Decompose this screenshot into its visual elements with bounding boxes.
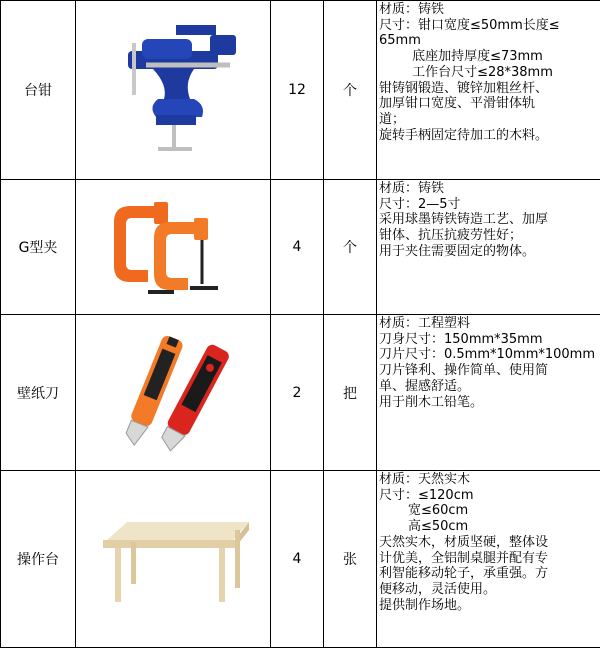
item-description (377, 1, 600, 180)
utility-knife-icon (113, 328, 233, 458)
desc-line: 加厚钳口宽度、平滑钳体轨 (379, 96, 600, 112)
item-name: 台钳 (1, 1, 76, 180)
wooden-table-icon (93, 514, 253, 604)
item-quantity: 12 (271, 1, 324, 180)
desc-line: 采用球墨铸铁铸造工艺、加厚 (379, 212, 600, 228)
desc-line: 尺寸：2—5寸 (379, 197, 600, 213)
item-unit: 把 (324, 315, 377, 471)
desc-line: 材质：铸铁 (379, 181, 600, 197)
desc-line: 便移动，灵活使用。 (379, 582, 600, 598)
desc-line: 道； (379, 112, 600, 128)
item-quantity: 4 (271, 180, 324, 315)
item-name: 操作台 (1, 471, 76, 648)
item-image-cell (76, 180, 271, 315)
item-unit: 个 (324, 180, 377, 315)
table-row (1, 471, 600, 648)
desc-line: 提供制作场地。 (379, 598, 600, 614)
desc-line: 用于削木工铅笔。 (379, 395, 600, 411)
item-name: G型夹 (1, 180, 76, 315)
g-clamp-icon (108, 192, 238, 302)
desc-line: 计优美，全铝制桌腿并配有专 (379, 551, 600, 567)
desc-line: 钳铸钢锻造、镀锌加粗丝杆、 (379, 81, 600, 97)
desc-line: 材质：铸铁 (379, 2, 600, 18)
desc-line: 刀片锋利、操作简单、使用简 (379, 363, 600, 379)
item-quantity: 4 (271, 471, 324, 648)
item-description (377, 180, 600, 315)
table-row (1, 315, 600, 471)
desc-line: 底座加持厚度≤73mm (379, 49, 600, 65)
desc-line: 钳体、抗压抗疲劳性好； (379, 228, 600, 244)
bench-vise-icon (98, 25, 248, 155)
desc-line: 尺寸：≤120cm (379, 488, 600, 504)
item-quantity: 2 (271, 315, 324, 471)
item-description (377, 471, 600, 648)
item-description (377, 315, 600, 471)
desc-line: 天然实木，材质坚硬，整体设 (379, 535, 600, 551)
desc-line: 宽≤60cm (379, 503, 600, 519)
desc-line: 刀片尺寸：0.5mm*10mm*100mm (379, 347, 600, 363)
desc-line: 材质：天然实木 (379, 472, 600, 488)
item-name: 壁纸刀 (1, 315, 76, 471)
item-image-cell (76, 1, 271, 180)
desc-line: 刀身尺寸：150mm*35mm (379, 332, 600, 348)
desc-line: 旋转手柄固定待加工的木料。 (379, 128, 600, 144)
item-image-cell (76, 471, 271, 648)
desc-line: 利智能移动轮子，承重强。方 (379, 566, 600, 582)
desc-line: 单、握感舒适。 (379, 379, 600, 395)
table-row (1, 180, 600, 315)
item-unit: 张 (324, 471, 377, 648)
desc-line: 尺寸：钳口宽度≤50mm长度≤ (379, 18, 600, 34)
desc-line: 工作台尺寸≤28*38mm (379, 65, 600, 81)
item-unit: 个 (324, 1, 377, 180)
desc-line: 高≤50cm (379, 519, 600, 535)
desc-line: 用于夹住需要固定的物体。 (379, 244, 600, 260)
table-row (1, 1, 600, 180)
desc-line: 65mm (379, 33, 600, 49)
desc-line: 材质：工程塑料 (379, 316, 600, 332)
item-image-cell (76, 315, 271, 471)
